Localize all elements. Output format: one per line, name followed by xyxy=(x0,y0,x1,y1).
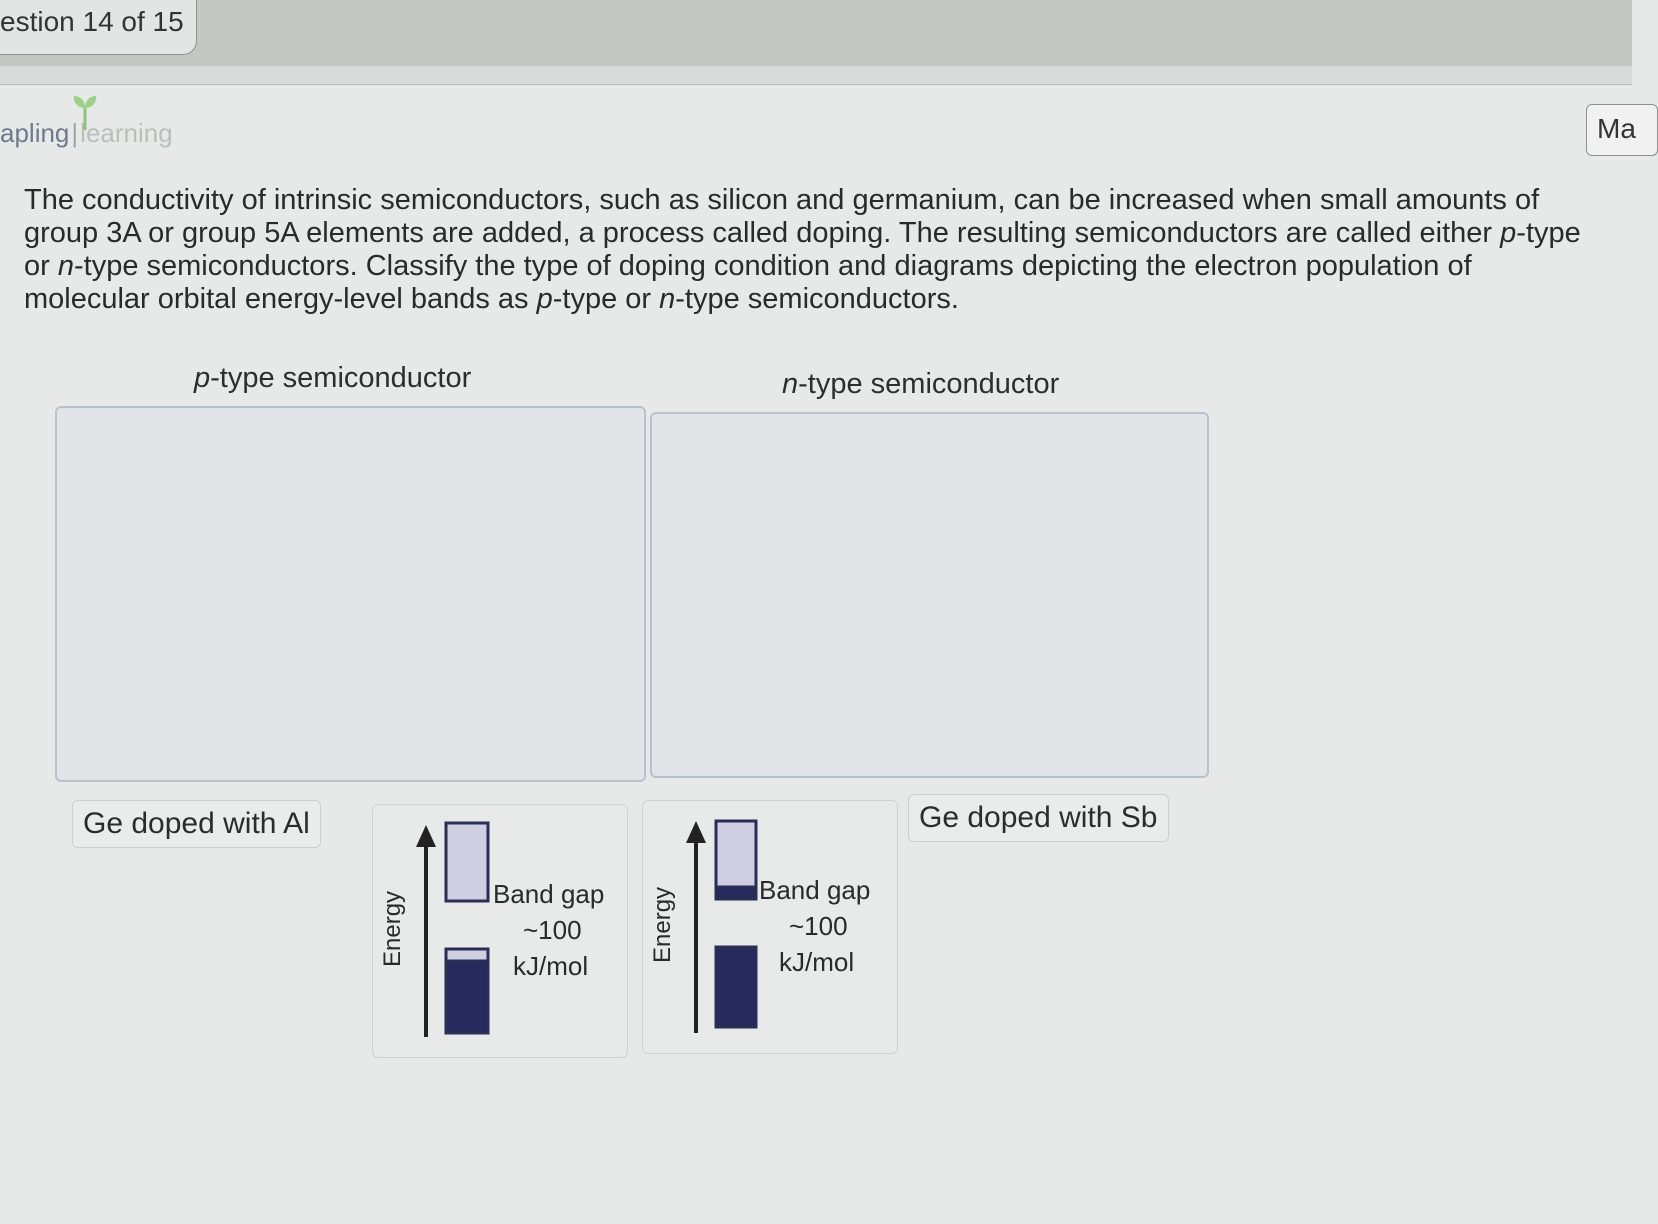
question-prompt xyxy=(24,184,1604,316)
prompt-segment: n xyxy=(57,250,74,282)
band-gap-unit: kJ/mol xyxy=(779,947,855,977)
logo-separator: | xyxy=(71,118,79,148)
n-type-bin-title xyxy=(782,368,1059,401)
question-tab-label: estion 14 of 15 xyxy=(0,6,184,37)
p-type-prefix: p xyxy=(194,362,211,394)
conduction-band-empty-part xyxy=(716,821,756,887)
band-gap-value: ~100 xyxy=(789,911,848,941)
p-type-bin-title xyxy=(194,362,471,395)
diagram-ge-sb-bands[interactable] xyxy=(642,800,898,1054)
n-type-suffix: -type semiconductor xyxy=(798,368,1060,400)
top-bar xyxy=(0,0,1632,67)
prompt-segment: p xyxy=(1500,217,1517,249)
diagram-ge-al-bands[interactable] xyxy=(372,804,628,1058)
sapling-logo xyxy=(0,118,173,149)
p-type-drop-zone[interactable] xyxy=(55,406,646,782)
energy-axis-label: Energy xyxy=(649,886,676,963)
valence-band-filled xyxy=(716,947,756,1027)
chip-ge-doped-al[interactable] xyxy=(72,800,321,848)
prompt-segment: -type semiconductors. xyxy=(675,283,959,315)
toolbar-strip xyxy=(0,66,1632,85)
prompt-segment: -type or xyxy=(24,217,1581,282)
prompt-segment: -type or xyxy=(552,283,660,315)
question-tab[interactable] xyxy=(0,0,197,55)
chip-ge-doped-sb-label: Ge doped with Sb xyxy=(919,801,1158,834)
valence-band-empty-part xyxy=(446,949,488,961)
prompt-segment: -type semiconductors. Classify the type of doping condition and diagrams depicting the electron population of molecular orbital energy-level bands as xyxy=(24,250,1472,315)
band-gap-label: Band gap xyxy=(493,879,605,909)
logo-text-learning: learning xyxy=(80,118,173,148)
prompt-segment: The conductivity of intrinsic semiconductors, such as silicon and germanium, can be increased when small amounts of group 3A or group 5A elements are added, a process called doping. The resulting semiconductors are called either xyxy=(24,184,1540,249)
valence-band-filled xyxy=(446,961,488,1033)
conduction-band xyxy=(446,823,488,901)
prompt-segment: p xyxy=(536,283,553,315)
conduction-band-filled-part xyxy=(716,887,756,899)
chip-ge-doped-al-label: Ge doped with Al xyxy=(83,807,310,840)
energy-arrow-head xyxy=(686,821,706,843)
energy-axis-label: Energy xyxy=(379,890,406,967)
band-gap-value: ~100 xyxy=(523,915,582,945)
band-diagram-al xyxy=(373,805,627,1057)
chip-ge-doped-sb[interactable] xyxy=(908,794,1169,842)
p-type-suffix: -type semiconductor xyxy=(210,362,472,394)
energy-arrow-head xyxy=(416,825,436,847)
n-type-drop-zone[interactable] xyxy=(650,412,1209,778)
band-gap-label: Band gap xyxy=(759,875,871,905)
band-diagram-sb xyxy=(643,801,897,1053)
sprout-icon xyxy=(70,92,100,130)
corner-button-label: Ma xyxy=(1597,113,1636,144)
logo-text-sapling: apling xyxy=(0,118,70,148)
band-gap-unit: kJ/mol xyxy=(513,951,589,981)
corner-button[interactable] xyxy=(1586,104,1658,156)
n-type-prefix: n xyxy=(782,368,799,400)
prompt-segment: n xyxy=(659,283,676,315)
